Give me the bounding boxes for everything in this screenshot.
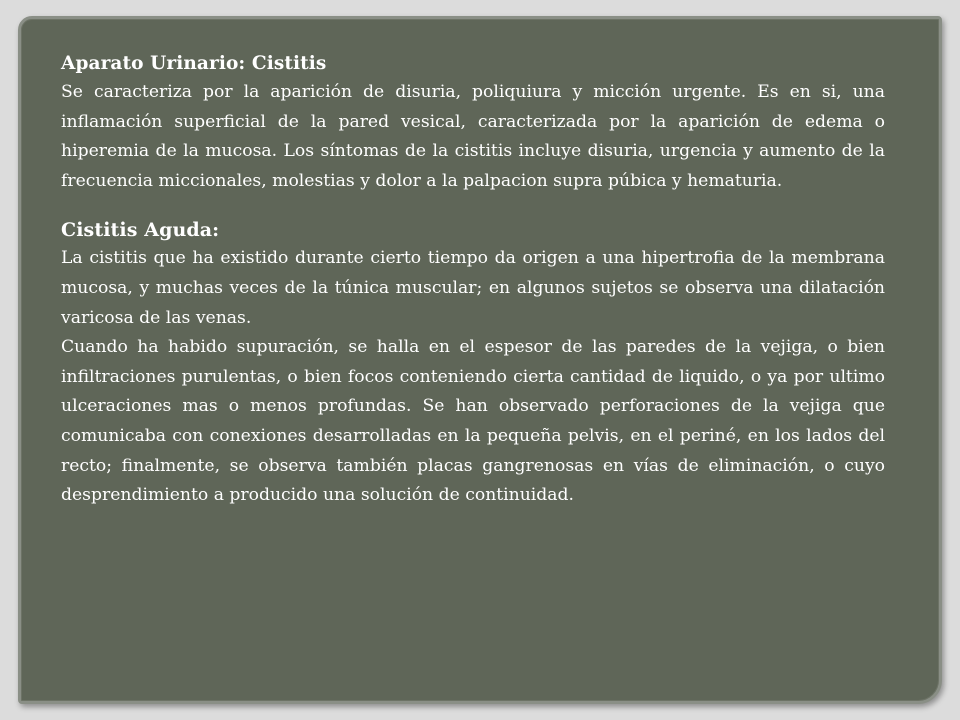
paragraph-supuracion: Cuando ha habido supuración, se halla en el espesor de las paredes de la vejiga, o bien infiltraciones purulentas, o bien focos conteniendo cierta cantidad de liquido, o ya por ultimo ulceraciones mas o menos profundas. Se han observado perforaciones de la vejiga que comunicaba con conexiones desarrolladas en la pequeña pelvis, en el periné, en los lados del recto; finalmente, se observa también placas gangrenosas en vías de eliminación, o cuyo desprendimiento a producido una solución de continuidad. — [61, 337, 885, 506]
section-title-cistitis: Aparato Urinario: Cistitis — [61, 53, 327, 74]
slide-content — [61, 50, 885, 511]
paragraph-hipertrofia: La cistitis que ha existido durante cierto tiempo da origen a una hipertrofia de la membrana mucosa, y muchas veces de la túnica muscular; en algunos sujetos se observa una dilatación varicosa de las venas. — [61, 248, 885, 328]
section-title-cistitis-aguda: Cistitis Aguda: — [61, 219, 220, 242]
section-body-cistitis: Se caracteriza por la aparición de disuria, poliquiura y micción urgente. Es en si, una inflamación superficial de la pared vesical, caracterizada por la aparición de edema o hiperemia de la mucosa. Los síntomas de la cistitis incluye disuria, urgencia y aumento de la frecuencia miccionales, molestias y dolor a la palpacion supra púbica y hematuria. — [61, 82, 885, 191]
